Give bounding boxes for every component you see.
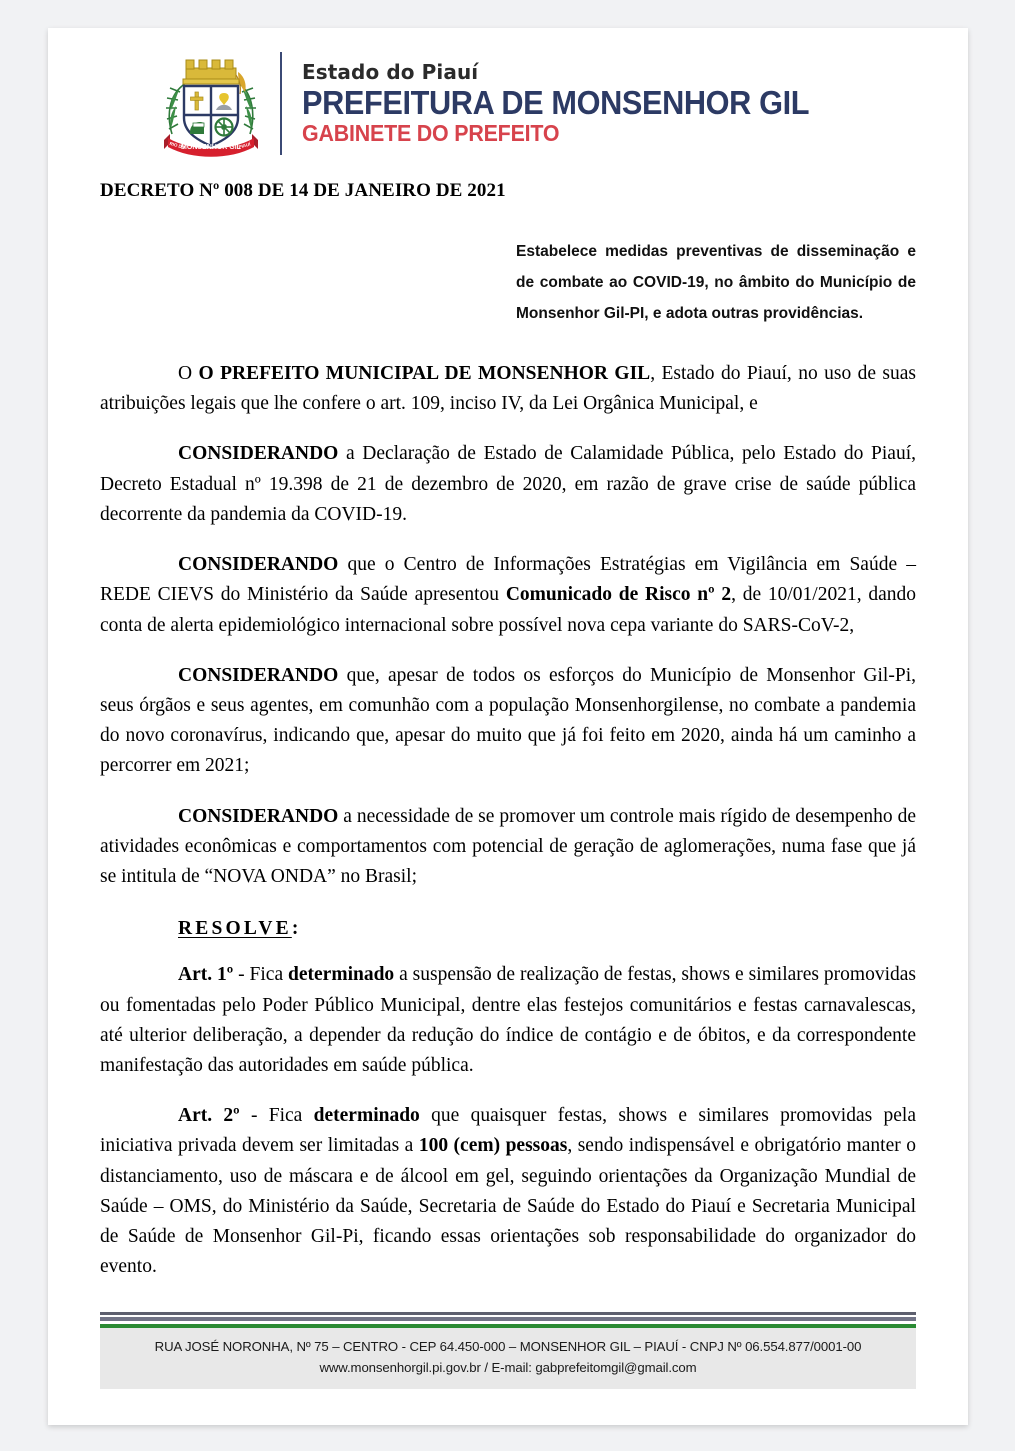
resolve-colon: : [291, 918, 299, 940]
considerando-text-4: a necessidade de se promover um controle mais rígido de desempenho de atividades econômicas e comportamentos com potencial de geração de aglomerações, numa fase que já se intitula de “NOVA ONDA” no Brasil; [100, 805, 916, 888]
preamble-rest: , Estado do Piauí, no uso de suas atribuições legais que lhe confere o art. 109, inciso IV, da Lei Orgânica Municipal, e [100, 363, 916, 415]
article-1-text: a suspensão de realização de festas, shows e similares promovidas ou fomentadas pelo Poder Público Municipal, dentre elas festejos comunitários e festas carnavalescas, até ulterior deliberação, a depender da redução do índice de contágio e de óbitos, e da correspondente manifestação das autoridades em saúde pública. [100, 964, 917, 1076]
preamble-paragraph [100, 359, 916, 419]
document-page [48, 28, 968, 1425]
article-2-bold-word: determinado [313, 1105, 420, 1127]
resolve-heading [100, 918, 916, 940]
considerando-keyword-2: CONSIDERANDO [178, 554, 339, 576]
footer-address-line: RUA JOSÉ NORONHA, Nº 75 – CENTRO - CEP 64.450-000 – MONSENHOR GIL – PIAUÍ - CNPJ Nº 06.554.877/0001-00 [154, 1339, 862, 1355]
preamble-lead-in: O [178, 363, 199, 384]
mayor-title: O PREFEITO MUNICIPAL DE MONSENHOR GIL [198, 363, 651, 384]
considerando-keyword-4: CONSIDERANDO [178, 805, 339, 827]
state-label: Estado do Piauí [302, 60, 479, 84]
letterhead-divider [280, 52, 282, 155]
letterhead [48, 28, 968, 154]
crest-motto-text: MONSENHOR GIL [181, 143, 241, 151]
entity-name: PREFEITURA DE MONSENHOR GIL [302, 84, 810, 121]
article-1-number: Art. 1º [178, 964, 234, 986]
decree-title: DECRETO Nº 008 DE 14 DE JANEIRO DE 2021 [100, 180, 506, 201]
considerando-paragraph-3 [100, 661, 916, 782]
article-2-paragraph [100, 1101, 916, 1282]
considerando-text-1: a Declaração de Estado de Calamidade Pública, pelo Estado do Piauí, Decreto Estadual nº 19.398 de 21 de dezembro de 2020, em razão de grave crise de saúde pública decorrente da pandemia da COVID-19. [100, 443, 916, 525]
considerando-keyword-1: CONSIDERANDO [178, 443, 339, 465]
article-2-people-limit: 100 (cem) pessoas [418, 1135, 568, 1157]
article-2-text-tail: , sendo indispensável e obrigatório manter o distanciamento, uso de máscara e de álcool em gel, seguindo orientações da Organização Mundial de Saúde – OMS, do Ministério da Saúde, Secretaria de Saúde do Estado do Piauí e Secretaria Municipal de Saúde de Monsenhor Gil-Pi, ficando essas orientações sob responsabilidade do organizador do evento. [100, 1135, 916, 1278]
svg-text:RIO DO: RIO DO [169, 140, 186, 150]
comunicado-risco-reference: Comunicado de Risco nº 2 [505, 584, 732, 606]
resolve-word: RESOLVE [178, 918, 292, 940]
page-footer [48, 1312, 968, 1389]
ementa-block [100, 236, 916, 329]
article-2-dash: - Fica [239, 1105, 314, 1127]
article-1-paragraph [100, 960, 916, 1081]
considerando-text-2a: que o Centro de Informações Estratégias em Vigilância em Saúde – REDE CIEVS do Ministério da Saúde apresentou [100, 554, 916, 606]
footer-contact-line: www.monsenhorgil.pi.gov.br / E-mail: gabprefeitomgil@gmail.com [319, 1359, 697, 1375]
article-1-bold-word: determinado [288, 964, 395, 986]
document-body [48, 180, 968, 1282]
considerando-paragraph-4 [100, 802, 916, 893]
considerando-paragraph-1 [100, 439, 916, 530]
department-name: GABINETE DO PREFEITO [302, 120, 560, 146]
considerando-keyword-3: CONSIDERANDO [178, 664, 339, 686]
considerando-paragraph-2 [100, 550, 916, 641]
ementa-text: Estabelece medidas preventivas de disseminação e de combate ao COVID-19, no âmbito do Município de Monsenhor Gil-PI, e adota outras providências. [516, 243, 916, 322]
article-2-number: Art. 2º [178, 1105, 240, 1127]
considerando-text-2b: , de 10/01/2021, dando conta de alerta epidemiológico internacional sobre possível nova cepa variante do SARS-CoV-2, [100, 584, 916, 636]
considerando-text-3: que, apesar de todos os esforços do Município de Monsenhor Gil-Pi, seus órgãos e seus agentes, em comunhão com a população Monsenhorgilense, no combate a pandemia do novo coronavírus, indicando que, apesar do muito que já foi feito em 2020, ainda há um caminho a percorrer em 2021; [100, 664, 916, 777]
article-2-text: que quaisquer festas, shows e similares promovidas pela iniciativa privada devem ser limitadas a [100, 1105, 916, 1157]
coat-of-arms-icon [152, 48, 270, 160]
article-1-dash: - Fica [233, 964, 289, 986]
footer-contact-bar [100, 1328, 916, 1389]
letterhead-text [302, 62, 847, 145]
svg-text:PIAUÍ: PIAUÍ [238, 140, 252, 150]
